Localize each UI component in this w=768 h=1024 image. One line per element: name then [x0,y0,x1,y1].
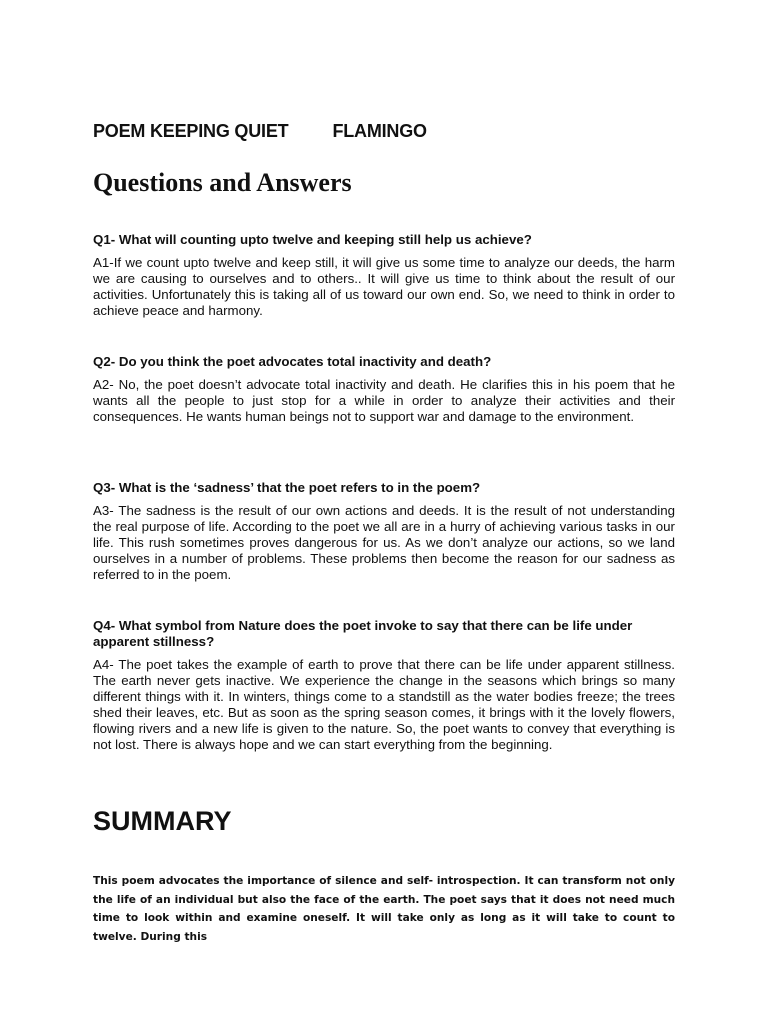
summary-text: This poem advocates the importance of silence and self- introspection. It can transform not only the life of an individual but also the face of the earth. The poet says that it does not need much time to look within and examine oneself. It will take only as long as it will take to count to twelve. During this [93,875,675,943]
answer-3: A3- The sadness is the result of our own actions and deeds. It is the result of not understanding the real purpose of life. According to the poet we all are in a hurry of achieving various tasks in our life. This rush sometimes proves dangerous for us. As we don’t analyze our actions, so we land ourselves in a number of problems. These problems then become the reason for our sadness as referred to in the poem. [93,503,675,582]
document-header [93,121,693,142]
qa-item-3 [93,480,675,583]
qa-item-2 [93,354,675,425]
book-title: FLAMINGO [332,121,427,141]
answer-2: A2- No, the poet doesn’t advocate total inactivity and death. He clarifies this in his poem that he wants all the people to just stop for a while in order to analyze their activities and their consequences. He wants human beings not to support war and damage to the environment. [93,377,675,424]
question-3: Q3- What is the ‘sadness’ that the poet refers to in the poem? [93,480,481,495]
answer-1: A1-If we count upto twelve and keep still, it will give us some time to analyze our deeds, the harm we are causing to ourselves and to others.. It will give us time to think about the result of our activities. Unfortunately this is taking all of us toward our own end. So, we need to think in order to achieve peace and harmony. [93,255,675,318]
answer-4: A4- The poet takes the example of earth to prove that there can be life under apparent stillness. The earth never gets inactive. We experience the change in the seasons which brings so many different things with it. In winters, things come to a standstill as the water bodies freeze; the trees shed their leaves, etc. But as soon as the spring season comes, it brings with it the lovely flowers, flowing rivers and a new life is given to the nature. So, the poet wants to convey that everything is not lost. There is always hope and we can start everything from the beginning. [93,657,675,752]
question-1: Q1- What will counting upto twelve and keeping still help us achieve? [93,232,532,247]
question-4: Q4- What symbol from Nature does the poet invoke to say that there can be life under apparent stillness? [93,618,633,649]
qa-item-4 [93,618,675,753]
question-2: Q2- Do you think the poet advocates total inactivity and death? [93,354,492,369]
summary-title: SUMMARY [93,806,232,836]
section-title: Questions and Answers [93,168,352,197]
poem-title: POEM KEEPING QUIET [93,121,289,141]
qa-item-1 [93,232,675,319]
